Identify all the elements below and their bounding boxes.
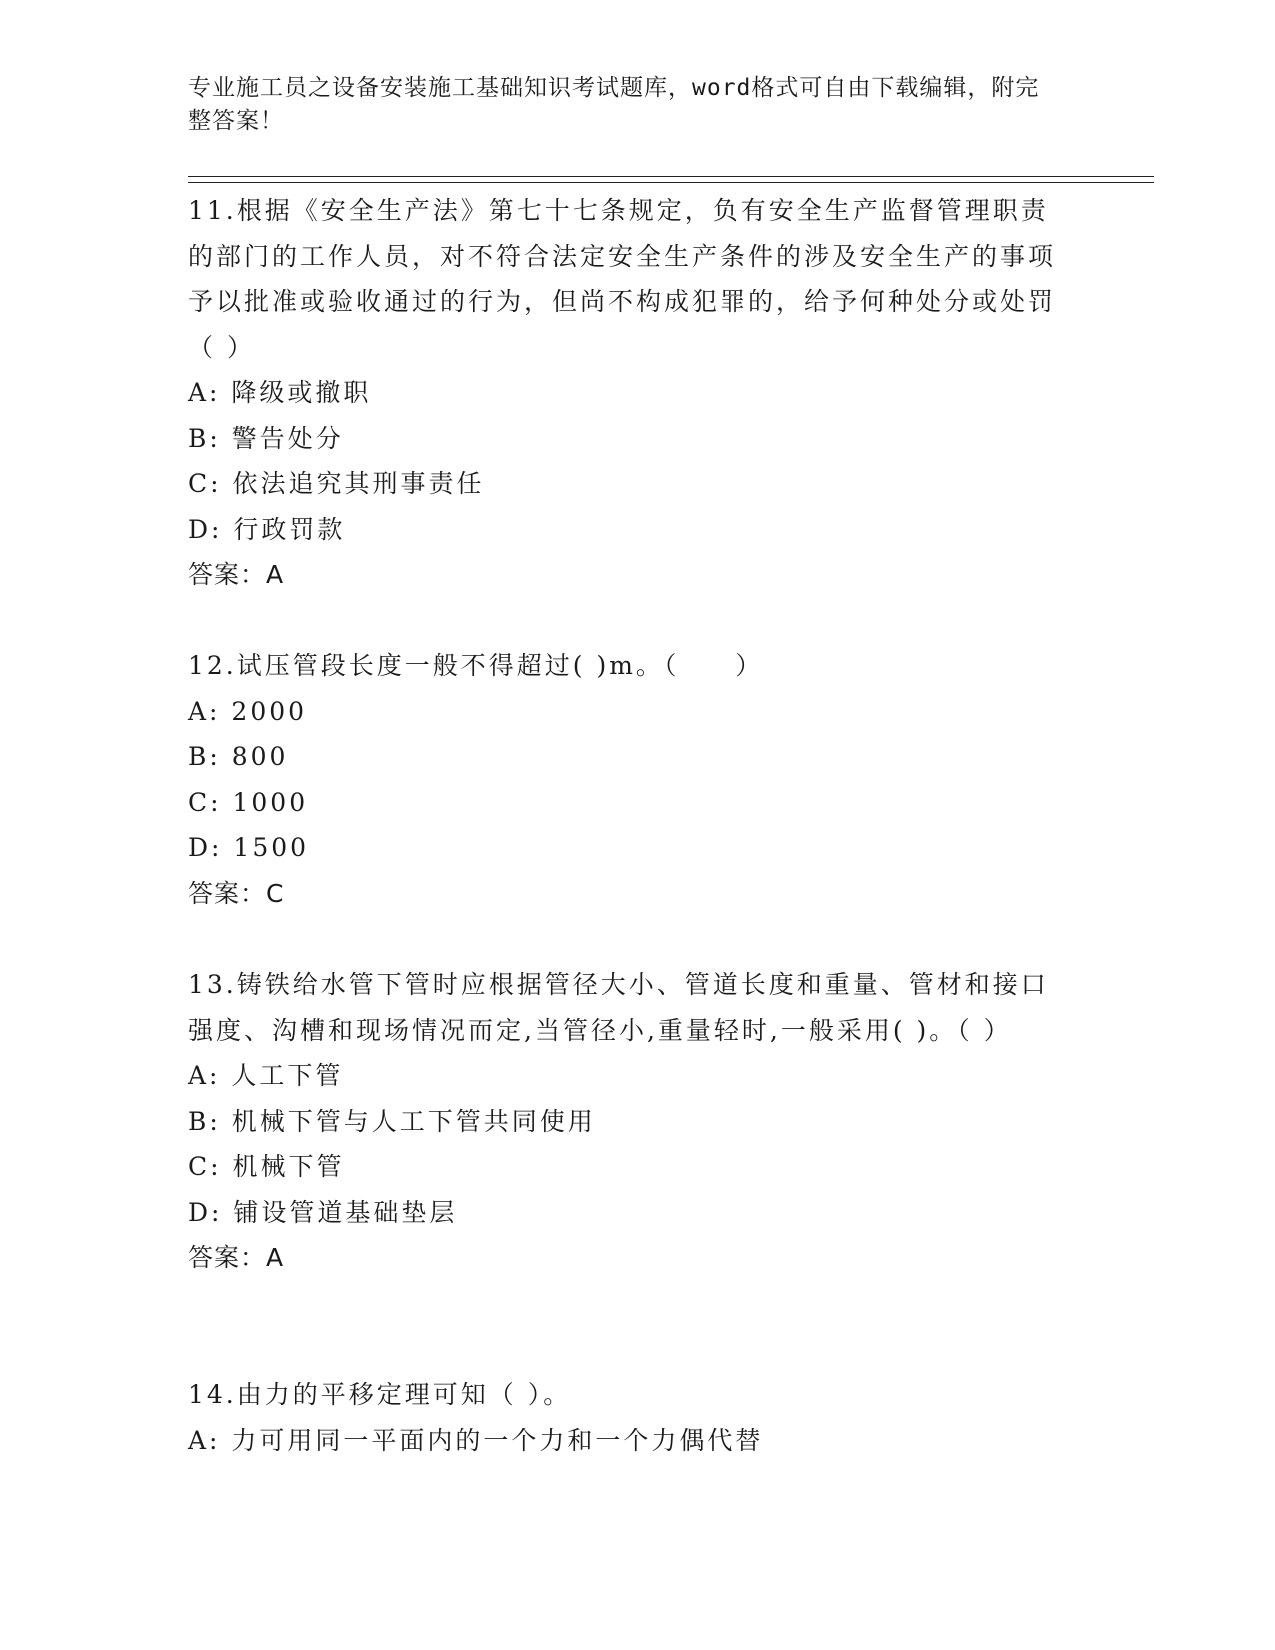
question-stem: 12.试压管段长度一般不得超过( )m。（ ） xyxy=(188,651,764,680)
question-12 xyxy=(188,643,1068,917)
header-divider-bottom xyxy=(188,182,1154,183)
answer-line: 答案：A xyxy=(188,560,285,589)
option-a: A: 力可用同一平面内的一个力和一个力偶代替 xyxy=(188,1425,764,1455)
answer-line: 答案：C xyxy=(188,878,285,908)
question-11 xyxy=(188,188,1068,598)
question-stem: 14.由力的平移定理可知（ ）。 xyxy=(188,1380,572,1409)
option-c: C: 依法追究其刑事责任 xyxy=(188,469,485,498)
question-stem: 13.铸铁给水管下管时应根据管径大小、管道长度和重量、管材和接口强度、沟槽和现场情况而定,当管径小,重量轻时,一般采用( )。（ ） xyxy=(188,970,1049,1045)
option-d: D: 1500 xyxy=(188,833,310,862)
option-b: B: 机械下管与人工下管共同使用 xyxy=(188,1106,596,1136)
option-c: C: 1000 xyxy=(188,787,309,817)
header-divider-top xyxy=(188,176,1154,177)
question-13 xyxy=(188,962,1068,1281)
option-a: A: 降级或撤职 xyxy=(188,378,372,407)
question-stem: 11.根据《安全生产法》第七十七条规定，负有安全生产监督管理职责的部门的工作人员，对不符合法定安全生产条件的涉及安全生产的事项予以批准或验收通过的行为，但尚不构成犯罪的，给予何种处分或处罚（ ） xyxy=(188,196,1057,362)
header-line-2: 整答案！ xyxy=(188,108,284,134)
option-a: A: 人工下管 xyxy=(188,1061,344,1090)
option-a: A: 2000 xyxy=(188,696,308,726)
option-b: B: 警告处分 xyxy=(188,423,344,453)
question-14 xyxy=(188,1372,1068,1463)
option-d: D: 铺设管道基础垫层 xyxy=(188,1197,458,1227)
option-b: B: 800 xyxy=(188,742,289,771)
option-d: D: 行政罚款 xyxy=(188,514,346,544)
option-c: C: 机械下管 xyxy=(188,1152,345,1181)
header-line-1: 专业施工员之设备安装施工基础知识考试题库，word格式可自由下载编辑，附完 xyxy=(188,75,1040,101)
answer-line: 答案：A xyxy=(188,1243,285,1272)
document-header xyxy=(188,72,1068,138)
